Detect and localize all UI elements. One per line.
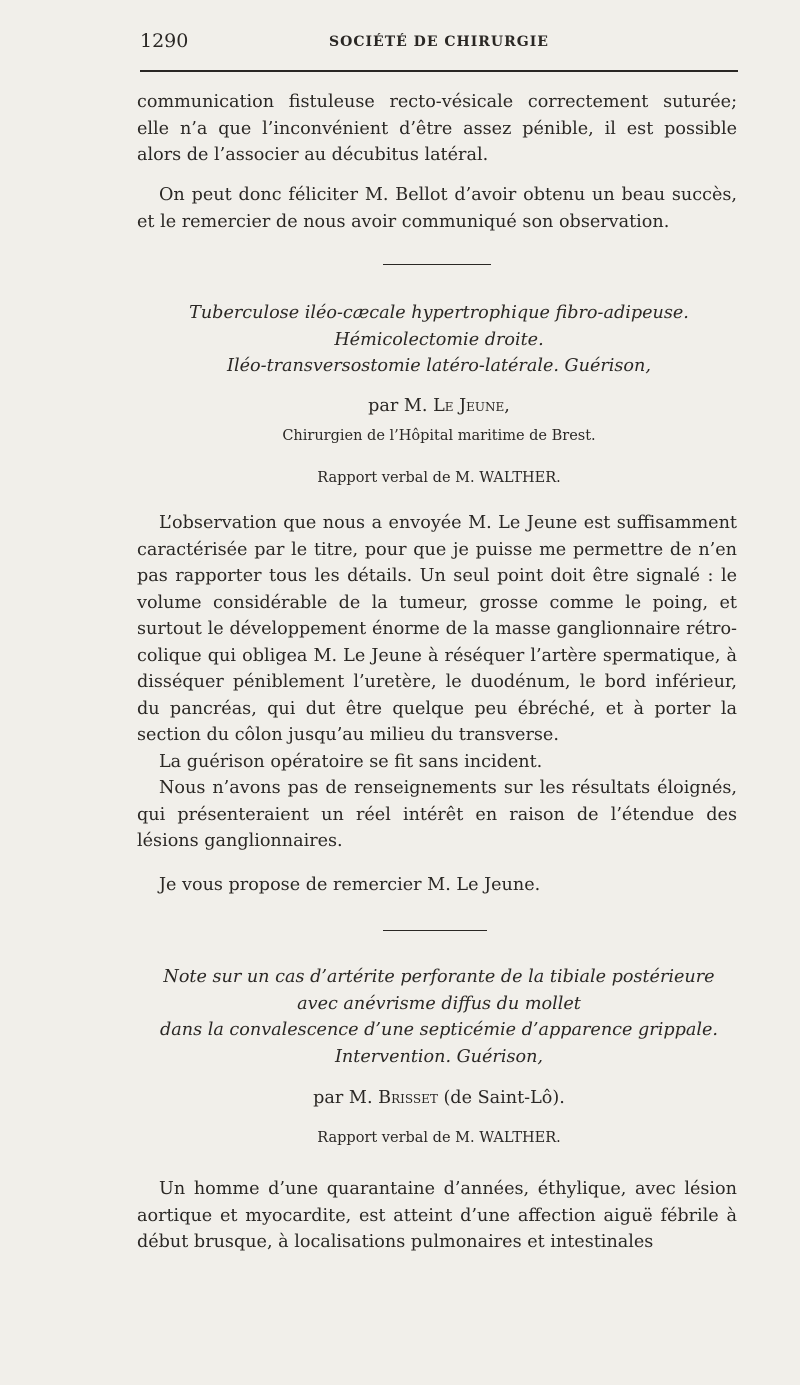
title-line: avec anévrisme diffus du mollet: [297, 993, 581, 1014]
author-name: Le Jeune,: [433, 396, 510, 416]
article-title: [140, 964, 738, 1070]
title-line: Hémicolectomie droite.: [334, 329, 544, 350]
section-separator: [383, 930, 487, 931]
author-affiliation: Chirurgien de l’Hôpital maritime de Brest.: [282, 428, 596, 444]
author-name: Brisset: [378, 1088, 438, 1108]
paragraph: On peut donc féliciter M. Bellot d’avoir obtenu un beau succès, et le remercier de nous avoir communiqué son observation.: [137, 185, 737, 232]
title-line: Note sur un cas d’artérite perforante de la tibiale postérieure: [163, 967, 715, 987]
byline-prefix: par M.: [313, 1088, 373, 1108]
report-line: Rapport verbal de M. WALTHER.: [317, 470, 561, 486]
byline: [140, 1088, 738, 1108]
running-head: SOCIÉTÉ DE CHIRURGIE: [329, 34, 549, 50]
continued-text: [137, 89, 737, 169]
header-rule: [140, 70, 738, 72]
page-header: [140, 30, 738, 58]
page-number: 1290: [140, 30, 189, 52]
paragraph: Un homme d’une quarantaine d’années, éthylique, avec lésion aortique et myocardite, est atteint d’une affection aiguë fébrile à début brusque, à localisations pulmonaires et intestinales: [137, 1179, 737, 1252]
paragraph: La guérison opératoire se fit sans incident.: [159, 751, 543, 772]
paragraph: communication fistuleuse recto-vésicale correctement suturée; elle n’a que l’inconvénient d’être assez pénible, il est possible alors de l’associer au décubitus latéral.: [137, 92, 737, 165]
title-line: Tuberculose iléo-cæcale hypertrophique fibro-adipeuse.: [189, 303, 689, 323]
title-line: Iléo-transversostomie latéro-latérale. Guérison,: [227, 356, 651, 376]
author-place: (de Saint-Lô).: [443, 1088, 565, 1108]
closing-line: [137, 872, 737, 899]
byline: [140, 396, 738, 416]
paragraph: Je vous propose de remercier M. Le Jeune.: [159, 875, 541, 895]
article-title: [140, 300, 738, 380]
article-body: [137, 510, 737, 855]
continued-text-2: [137, 182, 737, 235]
title-line: dans la convalescence d’une septicémie d’apparence grippale.: [160, 1020, 718, 1040]
section-separator: [383, 264, 491, 265]
paragraph: Nous n’avons pas de renseignements sur les résultats éloignés, qui présenteraient un réel intérêt en raison de l’étendue des lésions ganglionnaires.: [137, 778, 737, 851]
byline-prefix: par M.: [368, 396, 428, 416]
article-body: [137, 1176, 737, 1256]
paragraph: L’observation que nous a envoyée M. Le Jeune est suffisamment caractérisée par le titre, pour que je puisse me permettre de n’en pas rapporter tous les détails. Un seul point doit être signalé : le volume considérable de la tumeur, grosse comme le poing, et surtout le développement énorme de la masse ganglionnaire rétro-colique qui obligea M. Le Jeune à réséquer l’artère spermatique, à disséquer péniblement l’uretère, le duodénum, le bord inférieur, du pancréas, qui dut être quelque peu ébréché, et à porter la section du côlon jusqu’au milieu du transverse.: [137, 513, 737, 745]
title-line: Intervention. Guérison,: [334, 1046, 544, 1067]
report-line: Rapport verbal de M. WALTHER.: [317, 1130, 561, 1146]
